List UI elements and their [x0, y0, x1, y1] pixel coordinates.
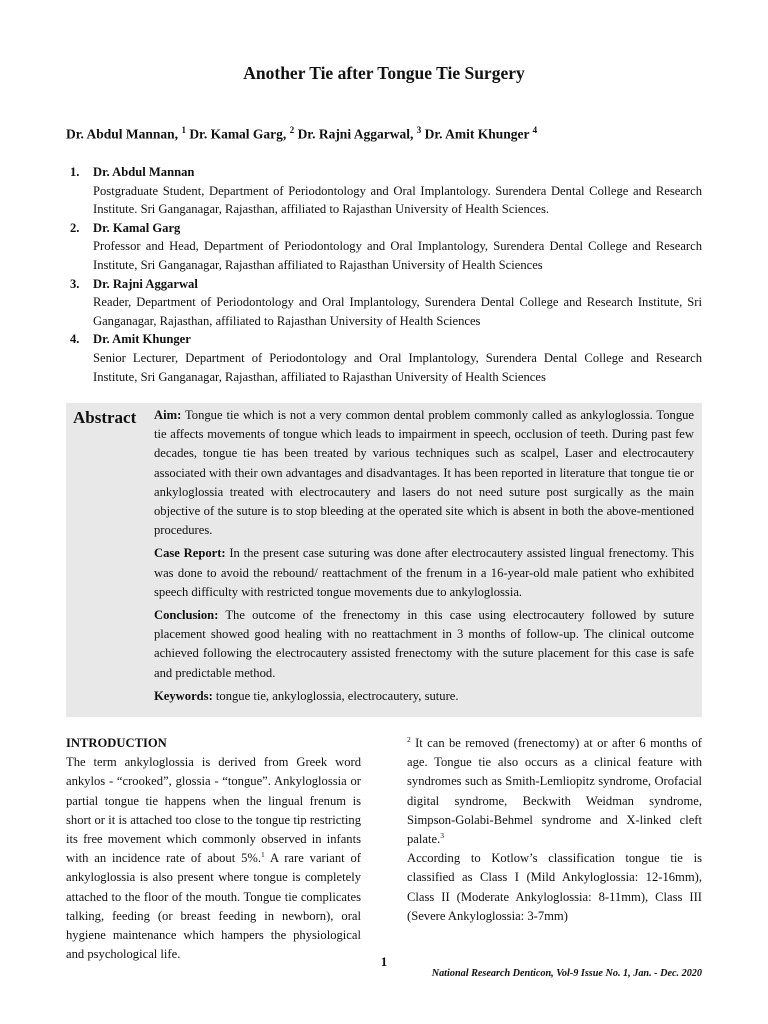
intro-text: It can be removed (frenectomy) at or after 6 months of age. Tongue tie also occurs as a clinical feature with syndromes such as Smith-Lemliopitz syndrome, Orofacial digital syndrome, Beckwith Weidman syndrome, Simpson-Golabi-Behmel syndrome and X-linked cleft palate. [407, 736, 702, 847]
right-column [407, 734, 702, 926]
abstract-aim [154, 406, 694, 540]
affiliation-name: Dr. Rajni Aggarwal [93, 276, 198, 291]
affiliation-text: Reader, Department of Periodontology and Oral Implantology, Surendera Dental College and Research Institute, Sri Ganganagar, Rajasthan, affiliated to Rajasthan University of Health Sciences [93, 295, 702, 328]
author-name: Dr. Abdul Mannan, [66, 126, 179, 142]
aim-label: Aim: [154, 408, 182, 422]
aim-text: Tongue tie which is not a very common dental problem commonly called as ankyloglossia. Tongue tie affects movements of tongue which leads to impairment in speech, occlusion of teeth. During past few decades, tongue tie has been treated by various techniques such as scalpel, Laser and electrocautery associated with their own advantages and disadvantages. It has been reported in literature that tongue tie or ankyloglossia treated with electrocautery and lasers do not need suture post surgically as the main objective of the suture is to stop bleeding at the operated site which is absent in both the above-mentioned procedures. [154, 408, 695, 538]
author-name: Dr. Rajni Aggarwal, [297, 126, 414, 142]
abstract-keywords [154, 687, 694, 706]
citation-ref: 1 [261, 850, 265, 860]
abstract-case-report [154, 544, 694, 602]
abstract-conclusion [154, 606, 694, 683]
affiliation-text: Senior Lecturer, Department of Periodontology and Oral Implantology, Surendera Dental College and Research Institute, Sri Ganganagar, Rajasthan, affiliated to Rajasthan University of Health Sciences [93, 350, 702, 384]
author-mark: 1 [181, 125, 186, 135]
citation-ref: 3 [440, 830, 444, 840]
author-mark: 3 [416, 125, 422, 135]
case-report-label: Case Report: [154, 546, 226, 561]
affiliation-list [66, 163, 702, 386]
author-line [66, 125, 706, 143]
affiliation-number: 1. [70, 165, 80, 179]
author-mark: 2 [289, 125, 295, 135]
intro-paragraph [407, 734, 702, 849]
affiliation-name: Dr. Amit Khunger [93, 332, 191, 347]
conclusion-label: Conclusion: [154, 608, 219, 623]
author-name: Dr. Amit Khunger [424, 126, 530, 142]
affiliation-item [66, 330, 702, 386]
citation-ref: 2 [407, 734, 411, 744]
conclusion-text: The outcome of the frenectomy in this case using electrocautery followed by suture placement showed good healing with no reattachment in 3 months of follow-up. The clinical outcome achieved following the electrocautery assisted frenectomy with the suture placement for this case is safe and predictable method. [154, 608, 694, 680]
keywords-label: Keywords: [154, 688, 213, 703]
section-heading-introduction: INTRODUCTION [66, 736, 167, 750]
case-report-text: In the present case suturing was done after electrocautery assisted lingual frenectomy. This was done to avoid the rebound/ reattachment of the frenum in a 16-year-old male patient who exhibited speech difficulty with restricted tongue movements due to ankyloglossia. [154, 546, 694, 599]
affiliation-item [66, 275, 702, 331]
author-name: Dr. Kamal Garg, [189, 126, 287, 142]
affiliation-number: 2. [70, 220, 80, 235]
abstract-label: Abstract [73, 408, 137, 427]
left-column [66, 734, 361, 964]
affiliation-number: 4. [70, 332, 80, 347]
paper-title: Another Tie after Tongue Tie Surgery [243, 63, 525, 83]
intro-text: A rare variant of ankyloglossia is also present where tongue is completely attached to the floor of the mouth. Tongue tie complicates talking, feeding (or breast feeding in newborn), oral hygiene maintenance which hampers the physiological and psychological life. [66, 851, 361, 962]
intro-text: The term ankyloglossia is derived from Greek word ankylos - “crooked”, glossia - “tongue”. Ankyloglossia or partial tongue tie happens when the lingual frenum is short or it is attached too close to the tongue tip restricting its free movement which commonly observed in infants with an incidence rate of about 5%. [66, 755, 361, 866]
intro-paragraph [66, 753, 361, 964]
affiliation-item [66, 163, 702, 219]
affiliation-text: Professor and Head, Department of Periodontology and Oral Implantology, Surendera Dental College and Research Institute, Sri Ganganagar, Rajasthan affiliated to Rajasthan University of Health Sciences [93, 239, 702, 272]
affiliation-text: Postgraduate Student, Department of Periodontology and Oral Implantology. Surendera Dental College and Research Institute. Sri Ganganagar, Rajasthan, affiliated to Rajasthan University of Health Sciences. [93, 183, 702, 217]
affiliation-number: 3. [70, 276, 80, 291]
abstract-body [154, 406, 694, 710]
affiliation-name: Dr. Abdul Mannan [93, 165, 195, 179]
classification-paragraph: According to Kotlow’s classification tongue tie is classified as Class I (Mild Ankyloglossia: 12-16mm), Class II (Moderate Ankyloglossia: 8-11mm), Class III (Severe Ankyloglossia: 3-7mm) [407, 851, 702, 923]
page-number: 1 [380, 954, 388, 969]
author-mark: 4 [532, 125, 538, 135]
keywords-text: tongue tie, ankyloglossia, electrocautery, suture. [215, 688, 459, 703]
affiliation-name: Dr. Kamal Garg [93, 220, 181, 235]
journal-footer: National Research Denticon, Vol-9 Issue No. 1, Jan. - Dec. 2020 [431, 968, 702, 979]
affiliation-item [66, 219, 702, 275]
abstract-box [66, 403, 702, 717]
